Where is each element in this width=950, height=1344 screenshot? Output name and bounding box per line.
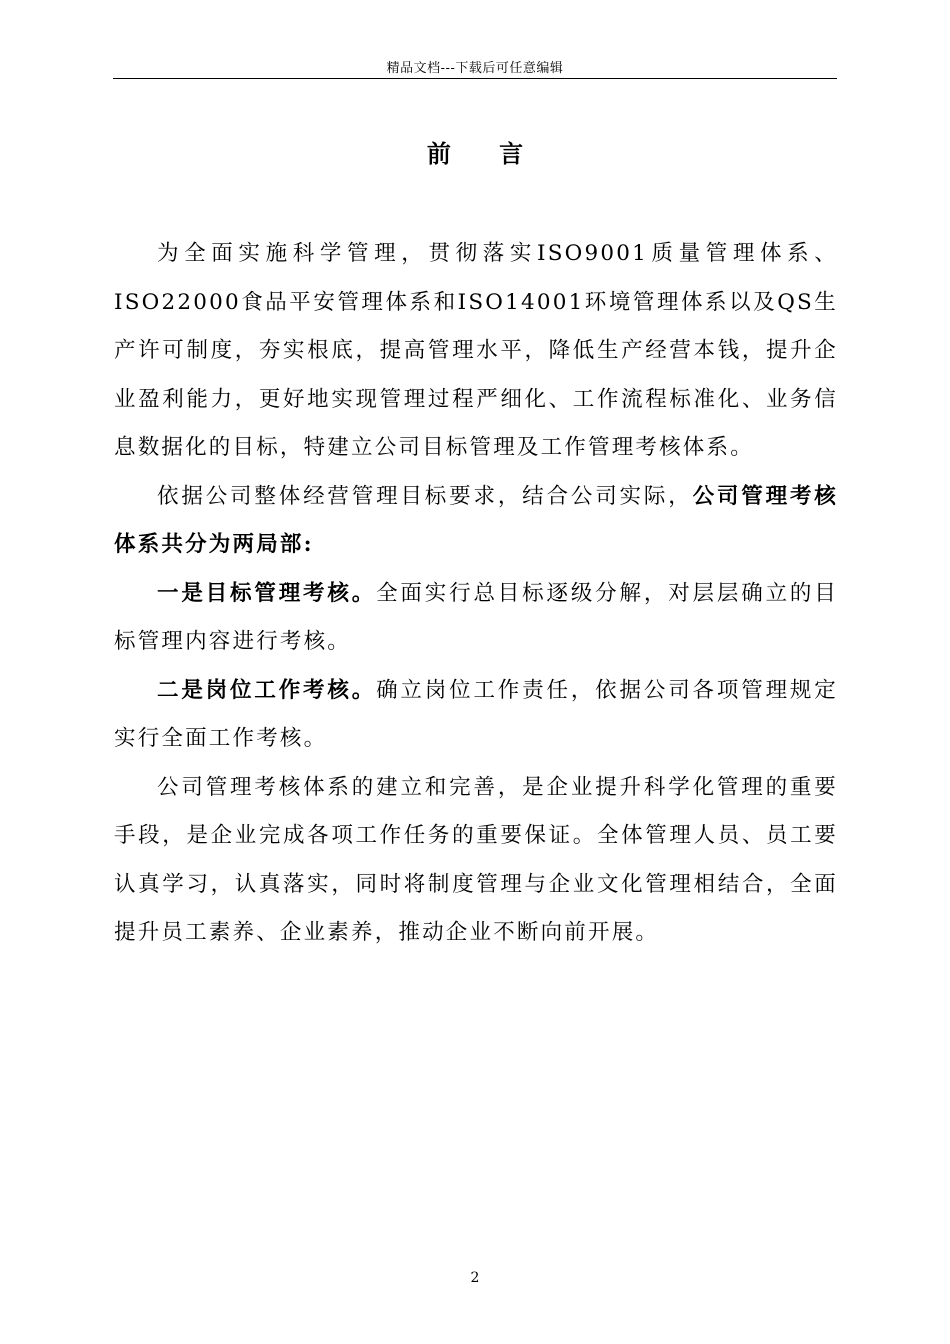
paragraph-post-assessment (114, 667, 838, 764)
target-assessment-text: 全面实行总目标逐级分解，对层层确立的目标管理内容进行考核。 (114, 580, 838, 654)
post-assessment-heading: 二是岗位工作考核。 (157, 677, 377, 703)
paragraph-system-overview (114, 473, 838, 570)
overview-bold-text: 公司管理考核体系共分为两局部: (114, 483, 838, 557)
document-body (114, 230, 838, 958)
target-assessment-heading: 一是目标管理考核。 (157, 580, 377, 606)
paragraph-target-assessment (114, 570, 838, 667)
paragraph-conclusion: 公司管理考核体系的建立和完善，是企业提升科学化管理的重要手段，是企业完成各项工作任务的重要保证。全体管理人员、员工要认真学习，认真落实，同时将制度管理与企业文化管理相结合，全面提升员工素养、企业素养，推动企业不断向前开展。 (114, 774, 838, 945)
page-header: 精品文档---下载后可任意编辑 (386, 61, 564, 76)
header-divider (113, 78, 837, 79)
page-number: 2 (470, 1270, 480, 1286)
document-title: 前 言 (426, 139, 544, 168)
paragraph-intro: 为全面实施科学管理，贯彻落实ISO9001质量管理体系、ISO22000食品平安管理体系和ISO14001环境管理体系以及QS生产许可制度，夯实根底，提高管理水平，降低生产经营本钱，提升企业盈利能力，更好地实现管理过程严细化、工作流程标准化、业务信息数据化的目标，特建立公司目标管理及工作管理考核体系。 (114, 241, 838, 460)
overview-lead-text: 依据公司整体经营管理目标要求，结合公司实际， (157, 483, 693, 509)
post-assessment-text: 确立岗位工作责任，依据公司各项管理规定实行全面工作考核。 (114, 677, 838, 751)
